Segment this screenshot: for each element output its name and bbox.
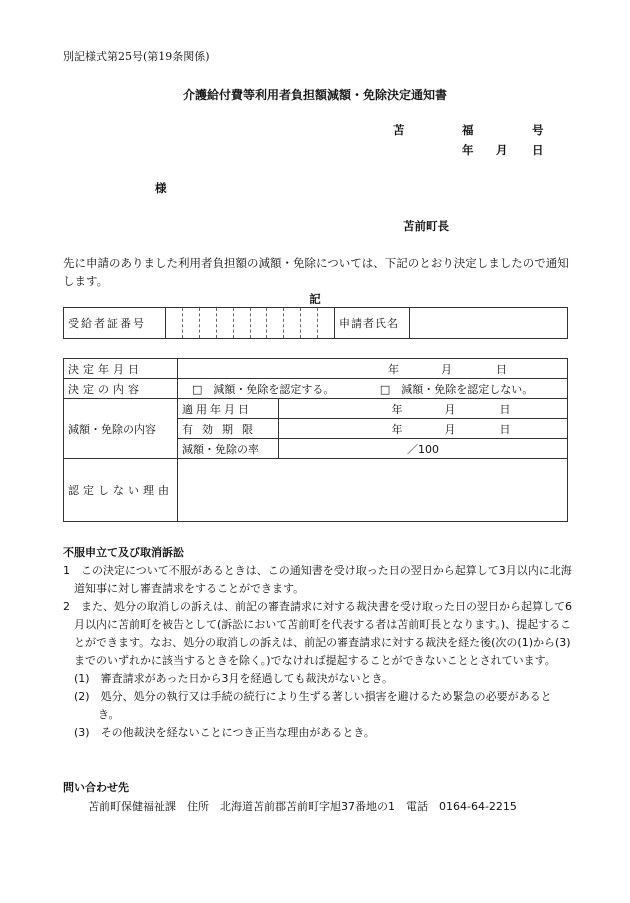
decision-content-label: 決定の内容 — [64, 379, 178, 399]
note-item-1: 1 この決定について不服があるときは、この通知書を受け取った日の翌日から起算して3月以内に北海道知事に対し審査請求をすることができます。 — [63, 564, 572, 595]
reason-field[interactable] — [178, 459, 568, 522]
unit-year: 年 — [391, 402, 403, 416]
digit-cell — [183, 308, 200, 338]
doc-number-mid: 福 — [462, 123, 474, 137]
recipient-suffix: 様 — [155, 181, 167, 195]
unit-day: 日 — [499, 402, 511, 416]
form-id: 別記様式第25号(第19条関係) — [63, 50, 210, 63]
cert-number-label: 受給者証番号 — [64, 308, 166, 339]
contact-info: 苫前町保健福祉課 住所 北海道苫前郡苫前町字旭37番地の1 電話 0164-64-2215 — [88, 800, 517, 813]
sender-name: 苫前町長 — [403, 219, 449, 233]
issue-date-year: 年 — [462, 143, 474, 157]
reason-label: 認定しない理由 — [64, 459, 178, 522]
decision-date-label: 決定年月日 — [64, 359, 178, 379]
reduction-content-label: 減額・免除の内容 — [64, 399, 178, 459]
applicable-date-label: 適用年月日 — [178, 399, 279, 419]
notes-heading: 不服申立て及び取消訴訟 — [63, 546, 184, 559]
reduction-rate-field[interactable]: ／100 — [279, 439, 568, 459]
unit-day: 日 — [496, 362, 507, 376]
applicable-date-field[interactable] — [279, 399, 568, 419]
applicant-name-field[interactable] — [410, 308, 568, 339]
reduction-rate-label: 減額・免除の率 — [178, 439, 279, 459]
contact-heading: 問い合わせ先 — [63, 781, 129, 794]
digit-cell — [234, 308, 251, 338]
note-sub-3: (3) その他裁決を経ないことにつき正当な理由があるとき。 — [74, 726, 375, 739]
doc-number-suffix: 号 — [532, 123, 544, 137]
decision-table — [63, 358, 568, 522]
unit-month: 月 — [441, 362, 452, 376]
digit-cell — [318, 308, 334, 338]
unit-month: 月 — [444, 402, 456, 416]
issue-date-month: 月 — [496, 143, 508, 157]
digit-cell — [301, 308, 318, 338]
document-title: 介護給付費等利用者負担額減額・免除決定通知書 — [182, 88, 447, 102]
unit-year: 年 — [388, 362, 399, 376]
digit-cell — [251, 308, 268, 338]
digit-cell — [200, 308, 217, 338]
digit-cell — [217, 308, 234, 338]
digit-cell — [267, 308, 284, 338]
applicant-table — [63, 307, 568, 339]
doc-number-prefix: 苫 — [393, 123, 405, 137]
unit-day: 日 — [499, 422, 511, 436]
applicant-name-label: 申請者氏名 — [335, 308, 410, 339]
issue-date-day: 日 — [532, 143, 544, 157]
note-sub-1: (1) 審査請求があった日から3月を経過しても裁決がないとき。 — [74, 672, 394, 685]
unit-month: 月 — [444, 422, 456, 436]
intro-text: 先に申請のありました利用者負担額の減額・免除については、下記のとおり決定しましたので通知します。 — [63, 256, 569, 288]
option-approve[interactable]: □ 減額・免除を認定する。 — [192, 382, 335, 396]
digit-cell — [166, 308, 183, 338]
digit-cell — [284, 308, 301, 338]
note-sub-2: (2) 処分、処分の執行又は手続の続行により生ずる著しい損害を避けるため緊急の必要があるとき。 — [74, 690, 552, 721]
unit-year: 年 — [391, 422, 403, 436]
notes-body — [63, 562, 573, 742]
decision-content-field — [178, 379, 568, 399]
cert-number-field[interactable] — [166, 308, 335, 339]
valid-period-label: 有効期限 — [178, 419, 279, 439]
valid-period-field[interactable] — [279, 419, 568, 439]
note-item-2: 2 また、処分の取消しの訴えは、前記の審査請求に対する裁決書を受け取った日の翌日から起算して6月以内に苫前町を被告として(訴訟において苫前町を代表する者は苫前町長となります。)、提起することができます。なお、処分の取消しの訴えは、前記の審査請求に対する裁決を経た後(次の(1)から(3)までのいずれかに該当するときを除く。)でなければ提起することができないこととされています。 — [63, 600, 572, 667]
option-deny[interactable]: □ 減額・免除を認定しない。 — [379, 382, 534, 396]
ki-heading: 記 — [309, 292, 321, 306]
decision-date-field[interactable] — [178, 359, 568, 379]
